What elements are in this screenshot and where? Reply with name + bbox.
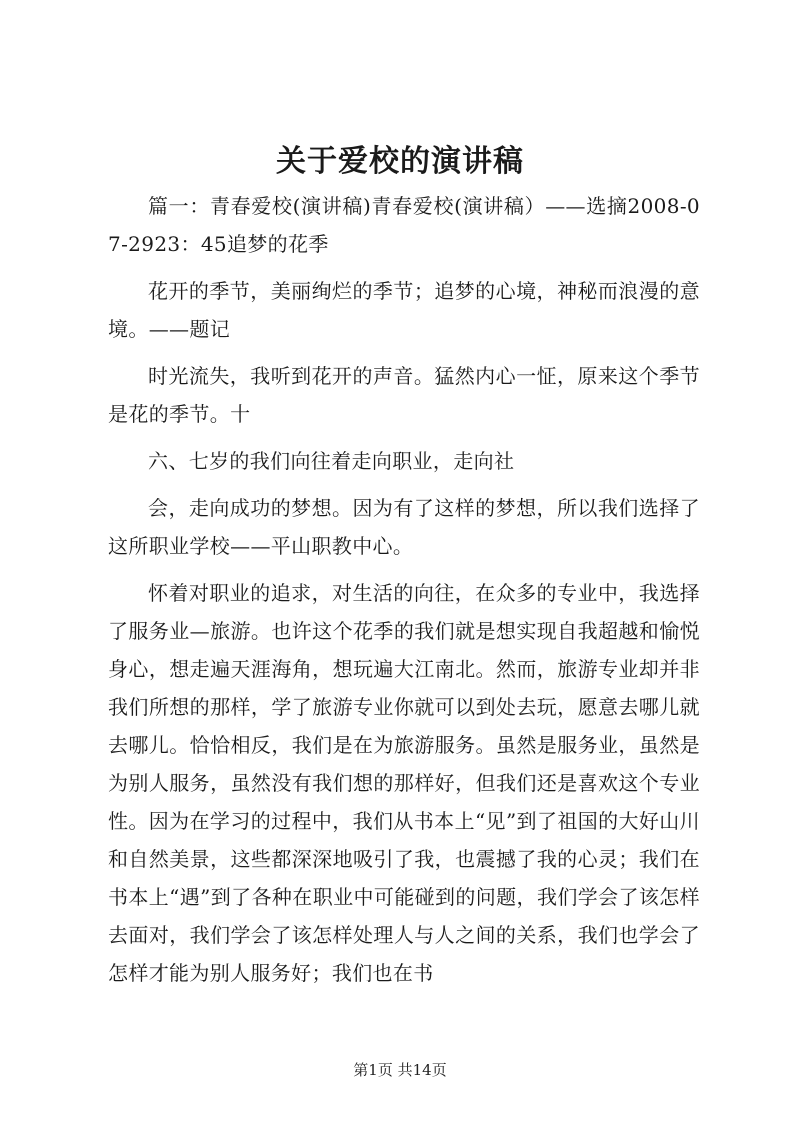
document-body xyxy=(108,187,700,992)
paragraph: 六、七岁的我们向往着走向职业，走向社 xyxy=(148,449,515,473)
paragraph: 怀着对职业的追求，对生活的向往，在众多的专业中，我选择了服务业—旅游。也许这个花季的我们就是想实现自我超越和愉悦身心，想走遍天涯海角，想玩遍大江南北。然而，旅游专业却并非我们所想的那样，学了旅游专业你就可以到处去玩，愿意去哪儿就去哪儿。恰恰相反，我们是在为旅游服务。虽然是服务业，虽然是为别人服务，虽然没有我们想的那样好，但我们还是喜欢这个专业性。因为在学习的过程中，我们从书本上“见”到了祖国的大好山川和自然美景，这些都深深地吸引了我，也震撼了我的心灵；我们在书本上“遇”到了各种在职业中可能碰到的问题，我们学会了该怎样去面对，我们学会了该怎样处理人与人之间的关系，我们也学会了怎样才能为别人服务好；我们也在书 xyxy=(108,581,700,985)
paragraph: 会，走向成功的梦想。因为有了这样的梦想，所以我们选择了这所职业学校——平山职教中心。 xyxy=(108,496,700,558)
paragraph: 花开的季节，美丽绚烂的季节；追梦的心境，神秘而浪漫的意境。——题记 xyxy=(108,279,700,341)
page-footer: 第1页 共14页 xyxy=(353,1061,447,1079)
paragraph: 时光流失，我听到花开的声音。猛然内心一怔，原来这个季节是花的季节。十 xyxy=(108,364,700,426)
paragraph: 篇一：青春爱校(演讲稿)青春爱校(演讲稿）——选摘2008-07-2923：45追梦的花季 xyxy=(108,194,700,256)
document-title: 关于爱校的演讲稿 xyxy=(276,144,524,179)
